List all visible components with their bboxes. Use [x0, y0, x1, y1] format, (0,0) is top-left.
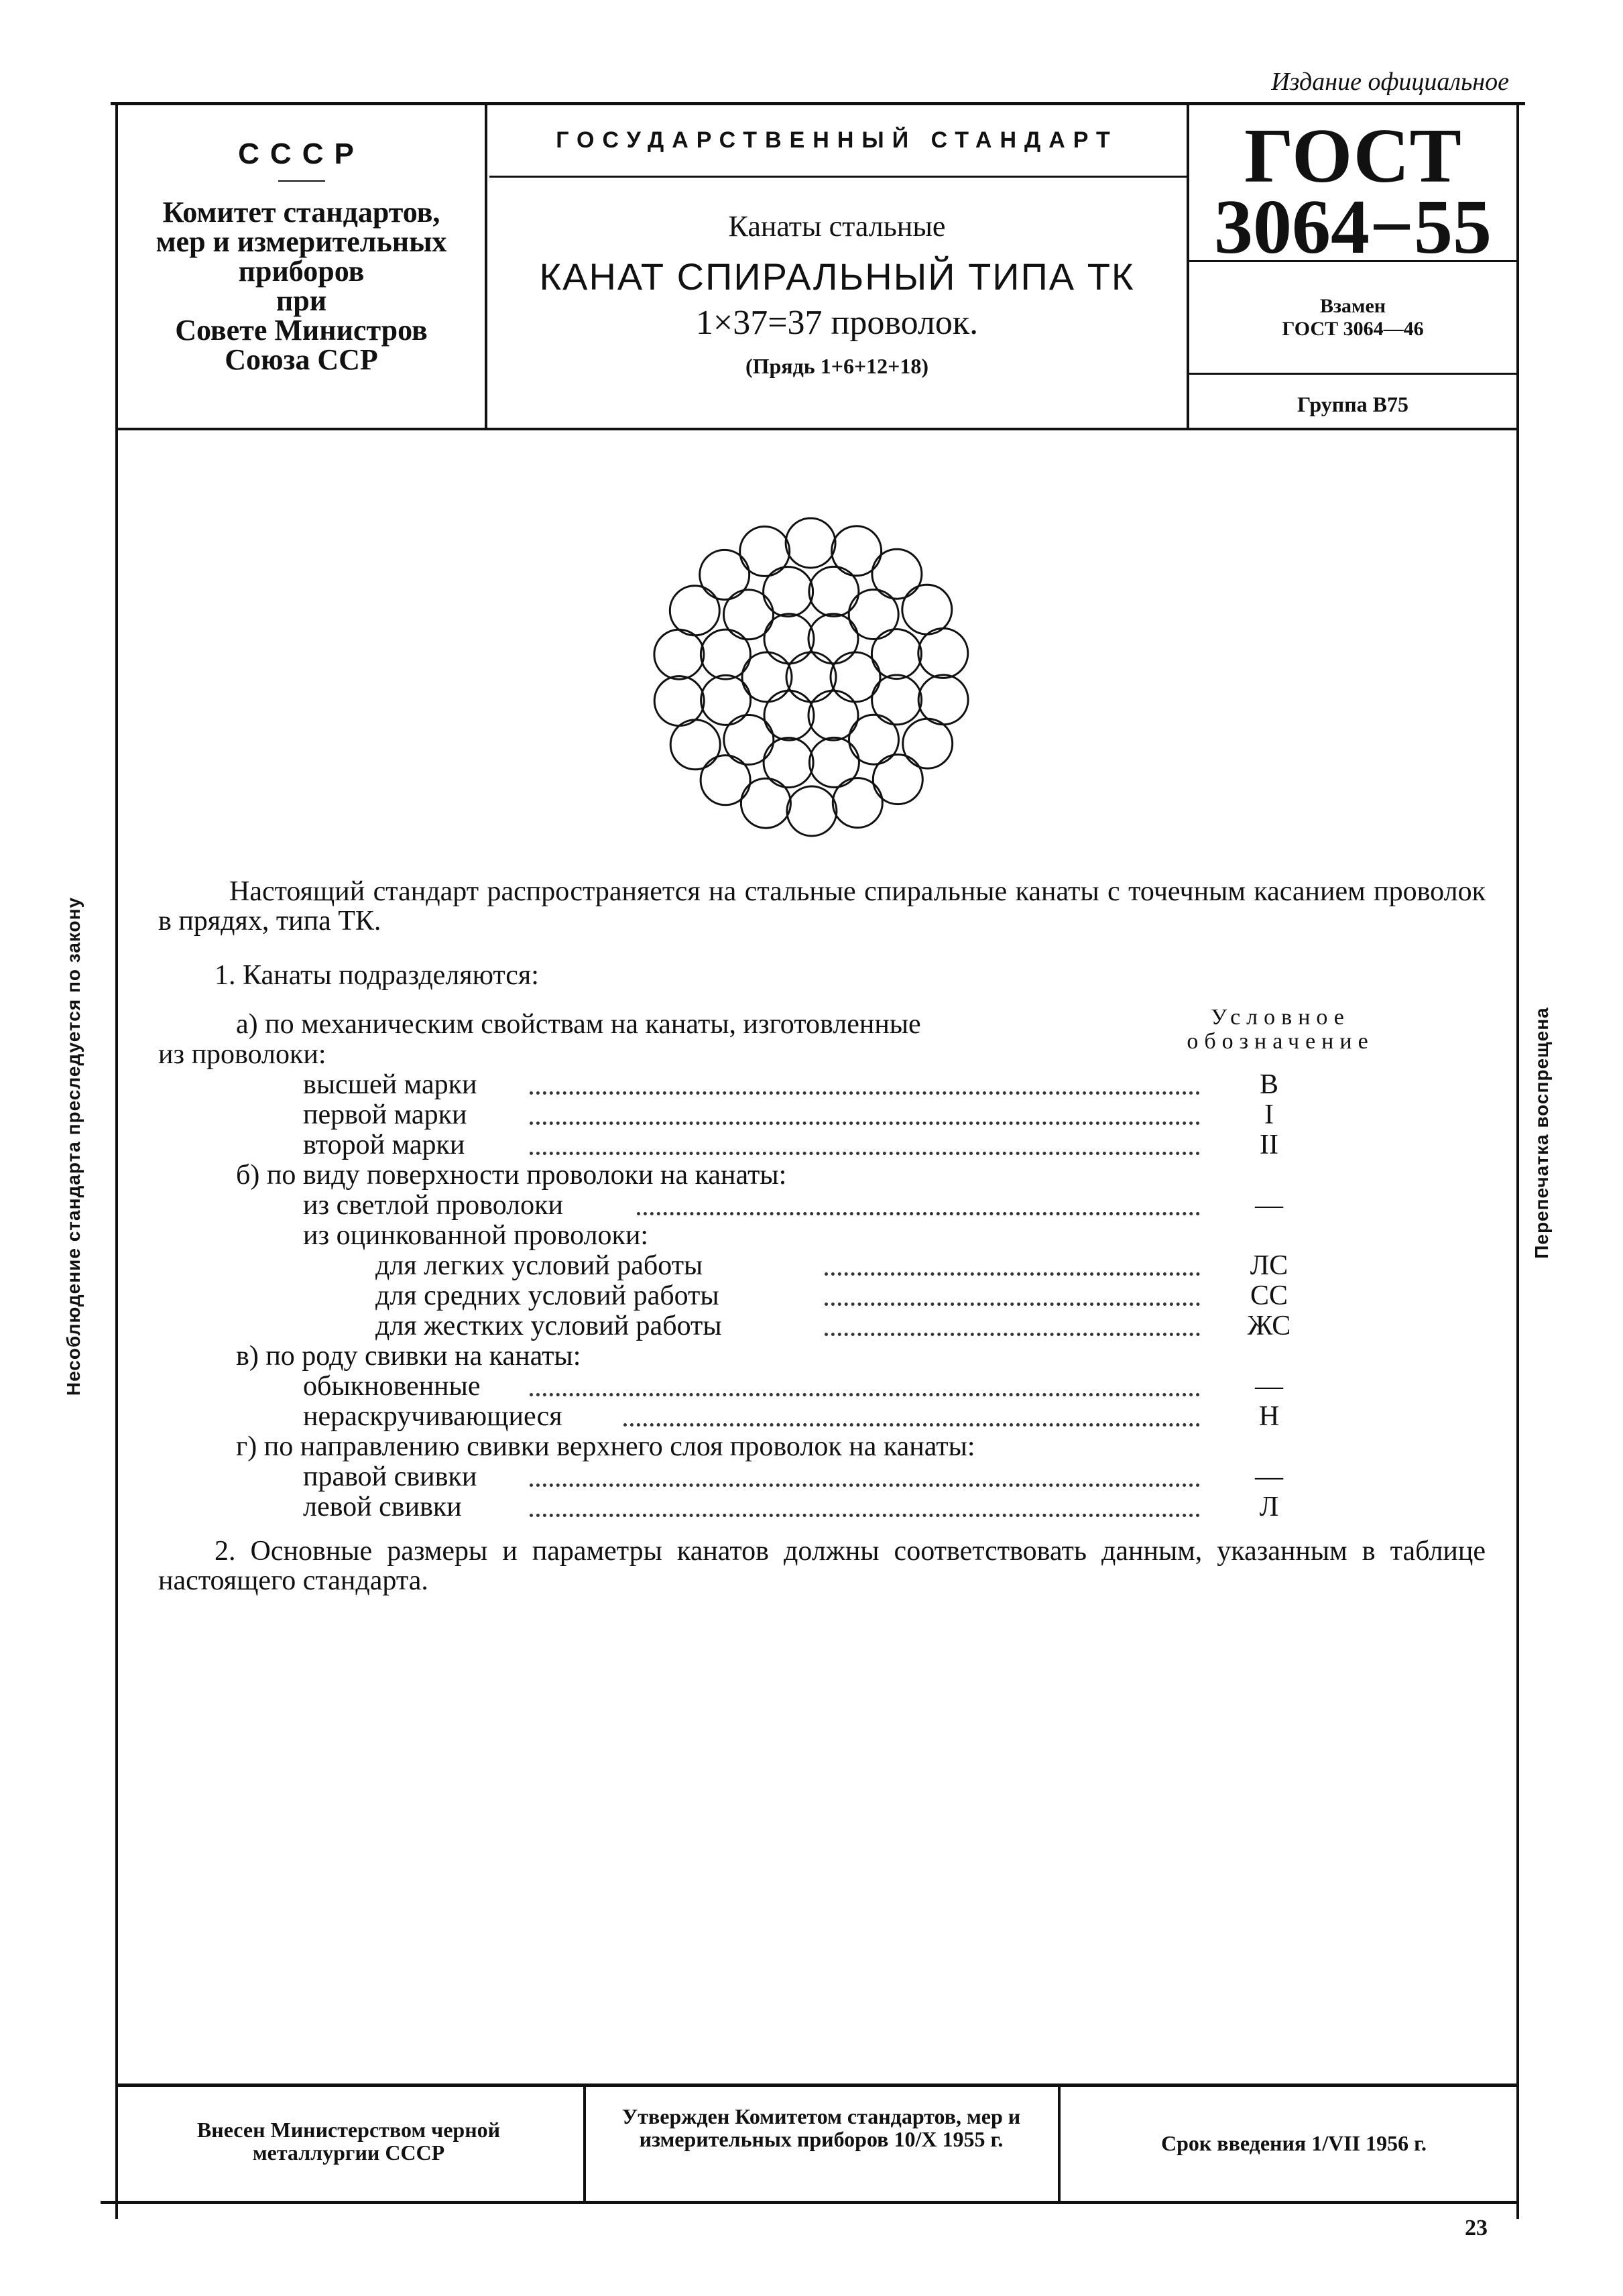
wire-circle: [872, 675, 922, 725]
designation-heading-line: обозначение: [1187, 1029, 1374, 1054]
wire-circle: [918, 628, 968, 678]
list-item-label: правой свивки: [303, 1461, 477, 1492]
org-line: мер и измерительных: [156, 225, 447, 258]
list-item-code: II: [1260, 1130, 1278, 1160]
subtitle: Канаты стальные: [728, 210, 946, 243]
wire-circle: [701, 629, 750, 679]
org-divider: [278, 180, 325, 182]
page-number: 23: [1465, 2216, 1488, 2240]
wire-circle: [701, 675, 751, 725]
page-right-border: [1516, 104, 1519, 2219]
list-item-code: Л: [1259, 1492, 1279, 1522]
footer-divider-2: [1058, 2087, 1061, 2201]
wire-circle: [654, 676, 704, 726]
wire-circle: [670, 586, 719, 636]
list-item-code: Н: [1258, 1401, 1280, 1432]
edition-note: Издание официальное: [1271, 68, 1509, 96]
section-a-heading-cont: из проволоки:: [158, 1039, 326, 1070]
list-item-label: нераскручивающиеся: [303, 1401, 562, 1432]
list-item-code: —: [1255, 1371, 1283, 1402]
leader-dots: [530, 1091, 1200, 1095]
list-item-code: ЛС: [1250, 1250, 1288, 1281]
list-item-label: из светлой проволоки: [303, 1190, 563, 1221]
item-1-heading: 1. Канаты подразделяются:: [215, 960, 539, 991]
leader-dots: [530, 1514, 1200, 1517]
section-a-heading: а) по механическим свойствам на канаты, изготовленные: [236, 1009, 921, 1040]
leader-dots: [825, 1303, 1200, 1306]
org-country: СССР: [238, 137, 365, 170]
section-g-heading: г) по направлению свивки верхнего слоя проволок на канаты:: [236, 1431, 975, 1462]
list-item-label: второй марки: [303, 1130, 465, 1160]
intro-paragraph: Настоящий стандарт распространяется на стальные спиральные канаты с точечным касанием проволок в прядях, типа ТК.: [158, 876, 1486, 936]
leader-dots: [530, 1484, 1200, 1487]
wire-circle: [786, 518, 835, 568]
list-item-label: для средних условий работы: [375, 1280, 719, 1311]
list-item-code: ЖС: [1247, 1311, 1291, 1341]
list-item-label: обыкновенные: [303, 1371, 481, 1402]
footer-top-rule: [115, 2083, 1519, 2087]
replaces-standard: ГОСТ 3064—46: [1282, 318, 1424, 340]
document-title: КАНАТ СПИРАЛЬНЫЙ ТИПА ТК: [539, 255, 1135, 298]
org-line: Комитет стандартов,: [162, 196, 440, 229]
leader-dots: [530, 1393, 1200, 1396]
gost-block: [1189, 113, 1516, 270]
wire-circle: [809, 737, 859, 787]
org-block: [118, 137, 485, 375]
list-item-label: первой марки: [303, 1099, 467, 1130]
list-item-code: I: [1264, 1099, 1274, 1130]
wire-circle: [787, 786, 837, 836]
wire-circle: [849, 715, 899, 764]
section-v-heading: в) по роду свивки на канаты:: [236, 1341, 581, 1372]
leader-dots: [637, 1212, 1200, 1215]
strand-spec: (Прядь 1+6+12+18): [745, 354, 929, 378]
org-line: приборов: [238, 255, 365, 288]
wire-circle: [902, 585, 952, 634]
header-top-rule: [111, 102, 1525, 105]
wire-circle: [670, 720, 720, 770]
rope-cross-section-diagram: [630, 496, 992, 858]
replaces-rule: [1189, 373, 1516, 375]
footer-bottom-rule: [101, 2201, 1519, 2204]
org-line: Совете Министров: [175, 314, 428, 347]
designation-heading: [1153, 1006, 1408, 1054]
footer-divider-1: [583, 2087, 586, 2201]
wire-circle: [654, 629, 704, 679]
standard-type-rule: [489, 176, 1187, 178]
rope-spec: 1×37=37 проволок.: [695, 304, 979, 342]
replaces-block: [1189, 295, 1516, 341]
org-line: при: [276, 284, 327, 317]
list-item-code: —: [1255, 1461, 1283, 1492]
wire-circle: [786, 652, 836, 702]
list-item-label: для легких условий работы: [375, 1250, 703, 1281]
wire-circle: [701, 756, 750, 805]
wire-circle: [918, 675, 968, 725]
page-left-border: [115, 104, 118, 2219]
introduced-by: Внесен Министерством черной металлургии СССР: [196, 2118, 501, 2165]
replaces-label: Взамен: [1319, 295, 1386, 317]
section-b-heading: б) по виду поверхности проволоки на канаты:: [236, 1160, 787, 1191]
wire-circle: [872, 549, 922, 599]
gost-label: ГОСТ: [1244, 113, 1461, 199]
wire-circle: [832, 526, 882, 576]
org-line: Союза ССР: [225, 343, 378, 376]
wire-circle: [903, 719, 953, 768]
item-2-paragraph: 2. Основные размеры и параметры канатов должны соответствовать данным, указанным в таблице настоящего стандарта.: [158, 1536, 1486, 1596]
gost-number: 3064−55: [1213, 184, 1492, 270]
leader-dots: [530, 1122, 1200, 1125]
wire-circle: [741, 778, 790, 828]
left-side-note: Несоблюдение стандарта преследуется по закону: [63, 896, 84, 1396]
right-side-note: Перепечатка воспрещена: [1531, 1007, 1552, 1259]
list-item-code: СС: [1250, 1280, 1288, 1311]
leader-dots: [530, 1152, 1200, 1155]
leader-dots: [623, 1423, 1200, 1427]
wire-circle: [740, 526, 790, 576]
standard-type: ГОСУДАРСТВЕННЫЙ СТАНДАРТ: [556, 127, 1118, 153]
wire-circle: [764, 567, 813, 617]
approved-by: Утвержден Комитетом стандартов, мер и измерительных приборов 10/X 1955 г.: [621, 2104, 1021, 2151]
list-item-label: для жестких условий работы: [375, 1311, 722, 1341]
designation-heading-line: Условное: [1211, 1005, 1350, 1030]
list-item-code: В: [1259, 1069, 1278, 1100]
wire-circle: [833, 778, 882, 828]
effective-date: Срок введения 1/VII 1956 г.: [1160, 2131, 1427, 2155]
leader-dots: [825, 1272, 1200, 1276]
list-item-label: высшей марки: [303, 1069, 477, 1100]
group-code: Группа В75: [1297, 392, 1408, 416]
wire-circle: [724, 590, 774, 640]
leader-dots: [825, 1333, 1200, 1336]
list-item-code: —: [1255, 1190, 1283, 1221]
wire-circle: [700, 550, 749, 599]
wire-circle: [871, 629, 921, 679]
header-bottom-rule: [117, 428, 1518, 430]
galvanized-subheading: из оцинкованной проволоки:: [303, 1220, 649, 1251]
list-item-label: левой свивки: [303, 1492, 462, 1522]
wire-circle: [873, 755, 922, 804]
